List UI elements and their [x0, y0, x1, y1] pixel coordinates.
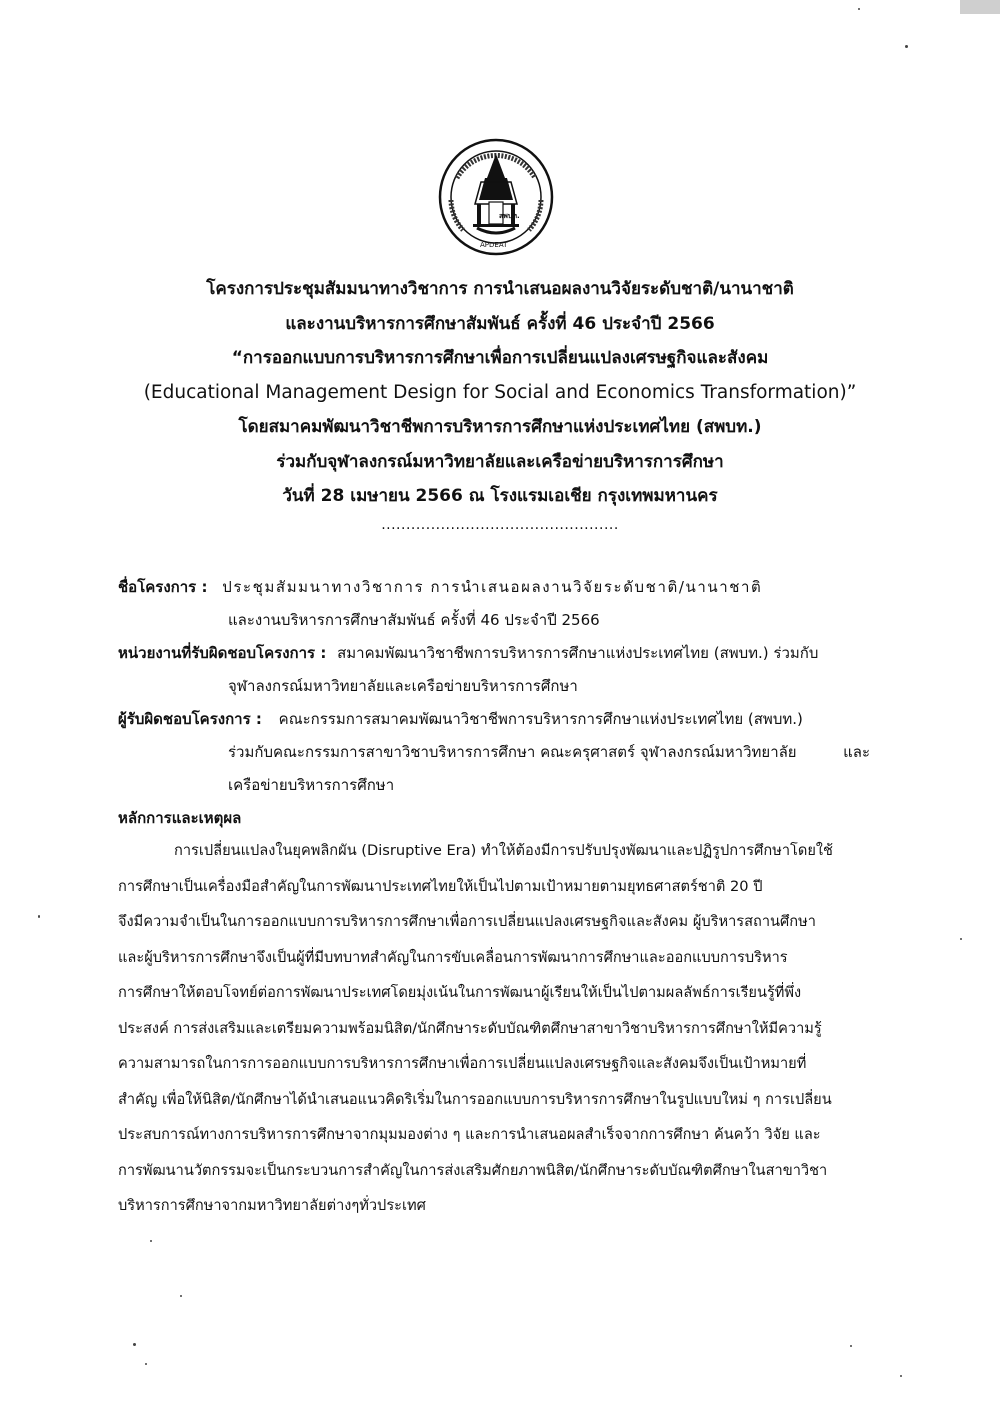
document-header [100, 272, 900, 540]
header-line-7: วันที่ 28 เมษายน 2566 ณ โรงแรมเอเชีย กรุงเทพมหานคร [282, 486, 718, 506]
rationale-line: สำคัญ เพื่อให้นิสิต/นักศึกษาได้นำเสนอแนวคิดริเริ่มในการออกแบบการบริหารการศึกษาในรูปแบบใหม่ ๆ การเปลี่ยน [118, 1090, 832, 1108]
project-unit-label: หน่วยงานที่รับผิดชอบโครงการ : [118, 644, 327, 662]
rationale-line: การศึกษาให้ตอบโจทย์ต่อการพัฒนาประเทศโดยมุ่งเน้นในการพัฒนาผู้เรียนให้เป็นไปตามผลลัพธ์การเรียนรู้ที่พึ่ง [118, 984, 802, 1001]
project-responsible-line-2 [118, 736, 870, 769]
seal-bottom-text: APDEAT [480, 241, 508, 249]
rationale-line: การศึกษาเป็นเครื่องมือสำคัญในการพัฒนาประเทศไทยให้เป็นไปตามเป้าหมายตามยุทธศาสตร์ชาติ 20 ปี [118, 877, 763, 895]
rationale-heading: หลักการและเหตุผล [118, 809, 242, 827]
project-responsible-value-2: ร่วมกับคณะกรรมการสาขาวิชาบริหารการศึกษา คณะครุศาสตร์ จุฬาลงกรณ์มหาวิทยาลัย [228, 743, 797, 761]
project-responsible-value-3: เครือข่ายบริหารการศึกษา [228, 776, 395, 794]
seal-center-text: สพบท. [499, 212, 520, 220]
project-name-value-1: ประชุมสัมมนาทางวิชาการ การนำเสนอผลงานวิจัยระดับชาติ/นานาชาติ [222, 578, 763, 596]
rationale-line: ความสามารถในการการออกแบบการบริหารการศึกษาเพื่อการเปลี่ยนแปลงเศรษฐกิจและสังคมจึงเป็นเป้าหมายที่ [118, 1055, 807, 1072]
project-unit-row [118, 637, 870, 670]
seal-emblem-icon [437, 138, 555, 256]
project-unit-value-1: สมาคมพัฒนาวิชาชีพการบริหารการศึกษาแห่งประเทศไทย (สพบท.) ร่วมกับ [337, 644, 819, 662]
scan-edge-mark [960, 0, 1000, 14]
scan-speck [145, 1363, 147, 1365]
project-responsible-value-1: คณะกรรมการสมาคมพัฒนาวิชาชีพการบริหารการศึกษาแห่งประเทศไทย (สพบท.) [278, 710, 803, 728]
rationale-line: จึงมีความจำเป็นในการออกแบบการบริหารการศึกษาเพื่อการเปลี่ยนแปลงเศรษฐกิจและสังคม ผู้บริหารสถานศึกษา [118, 913, 816, 930]
project-responsible-label: ผู้รับผิดชอบโครงการ : [118, 710, 262, 728]
scan-speck [850, 1345, 852, 1347]
rationale-line: ประสบการณ์ทางการบริหารการศึกษาจากมุมมองต่าง ๆ และการนำเสนอผลสำเร็จจากการศึกษา ค้นคว้า วิจัย และ [118, 1126, 821, 1143]
scan-speck [900, 1375, 902, 1377]
project-unit-value-2: จุฬาลงกรณ์มหาวิทยาลัยและเครือข่ายบริหารการศึกษา [228, 677, 578, 695]
rationale-paragraph [118, 833, 870, 1224]
project-info [118, 571, 870, 835]
rationale-line: บริหารการศึกษาจากมหาวิทยาลัยต่างๆทั่วประเทศ [118, 1197, 426, 1214]
scan-speck [150, 1240, 152, 1242]
scan-speck [960, 938, 962, 940]
scan-speck [905, 45, 908, 48]
header-line-6: ร่วมกับจุฬาลงกรณ์มหาวิทยาลัยและเครือข่ายบริหารการศึกษา [276, 451, 724, 472]
association-seal-logo [437, 138, 555, 256]
rationale-line: และผู้บริหารการศึกษาจึงเป็นผู้ที่มีบทบาทสำคัญในการขับเคลื่อนการพัฒนาการศึกษาและออกแบบการบริหาร [118, 948, 788, 966]
project-name-value-2: และงานบริหารการศึกษาสัมพันธ์ ครั้งที่ 46 ประจำปี 2566 [228, 611, 600, 629]
rationale-line: ประสงค์ การส่งเสริมและเตรียมความพร้อมนิสิต/นักศึกษาระดับบัณฑิตศึกษาสาขาวิชาบริหารการศึกษาให้มีความรู้ [118, 1019, 822, 1037]
header-line-5: โดยสมาคมพัฒนาวิชาชีพการบริหารการศึกษาแห่งประเทศไทย (สพบท.) [238, 417, 762, 437]
scan-speck [133, 1343, 136, 1346]
scan-speck [858, 8, 860, 10]
scan-speck [38, 915, 40, 918]
scan-speck [180, 1295, 182, 1297]
header-line-4-english: (Educational Management Design for Social and Economics Transformation)” [143, 381, 857, 403]
header-line-3: “การออกแบบการบริหารการศึกษาเพื่อการเปลี่ยนแปลงเศรษฐกิจและสังคม [231, 348, 769, 368]
project-responsible-row [118, 703, 870, 736]
header-line-2: และงานบริหารการศึกษาสัมพันธ์ ครั้งที่ 46 ประจำปี 2566 [285, 313, 715, 334]
rationale-line: การพัฒนานวัตกรรมจะเป็นกระบวนการสำคัญในการส่งเสริมศักยภาพนิสิต/นักศึกษาระดับบัณฑิตศึกษาในสาขาวิชา [118, 1161, 828, 1179]
project-responsible-conjunction: และ [843, 743, 870, 761]
project-name-label: ชื่อโครงการ : [118, 578, 208, 596]
header-line-1: โครงการประชุมสัมมนาทางวิชาการ การนำเสนอผลงานวิจัยระดับชาติ/นานาชาติ [206, 279, 794, 299]
rationale-line: การเปลี่ยนแปลงในยุคพลิกผัน (Disruptive Era) ทำให้ต้องมีการปรับปรุงพัฒนาและปฏิรูปการศึกษาโดยใช้ [174, 842, 833, 859]
header-divider: ................................................ [381, 516, 619, 533]
project-name-row [118, 571, 870, 604]
